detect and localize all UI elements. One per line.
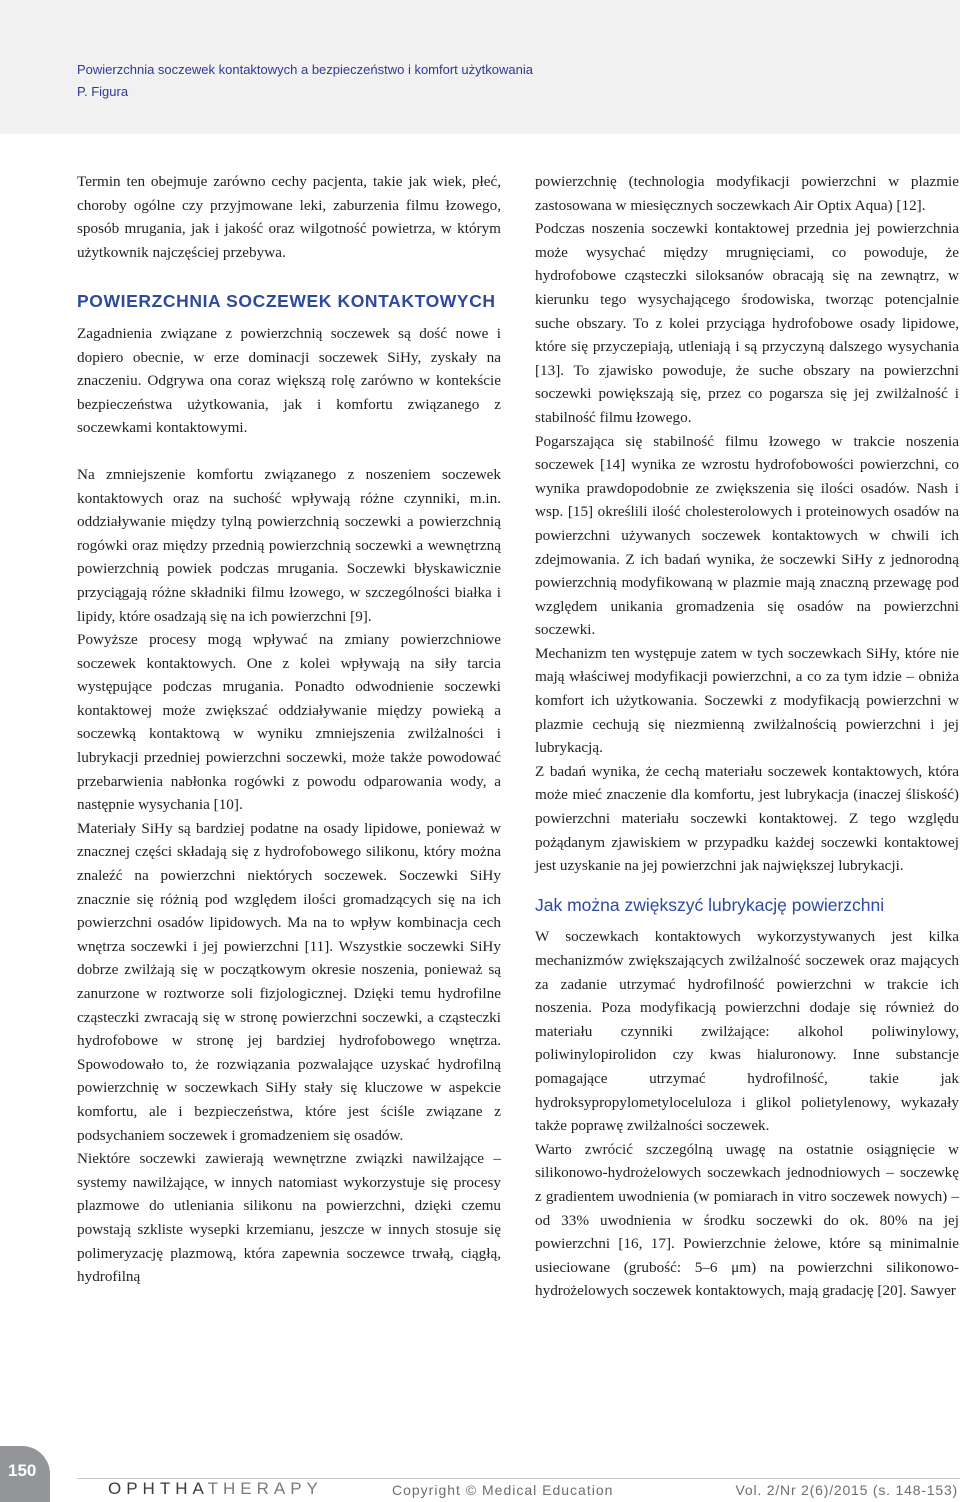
body-paragraph: Niektóre soczewki zawierają wewnętrzne związki nawilżające – systemy nawilżające, w innych natomiast wykorzystuje się procesy plazmowe do utleniania silikonu na powierzchni, dzięki czemu powstają szkliste wysepki krzemianu, jeszcze w innych stosuje się polimeryzację plazmową, która zapewnia soczewce trwałą, ciągłą, hydrofilną [77,1150,501,1286]
body-paragraph: Mechanizm ten występuje zatem w tych soczewkach SiHy, które nie mają właściwej modyfikacji powierzchni, a co za tym idzie – obniża komfort ich użytkowania. Soczewki z modyfikacją powierzchni w plazmie cechują się niezmienną zwilżalnością powierzchni i jej lubrykacją. [535,644,959,757]
journal-logo [108,1479,323,1499]
subsection-heading: Jak można zwiększyć lubrykację powierzchni [535,894,885,915]
body-paragraph: Na zmniejszenie komfortu związanego z noszeniem soczewek kontaktowych oraz na suchość wpływają różne czynniki, m.in. oddziaływanie między tylną powierzchnią soczewki a powierzchnią rogówki oraz między przednią powierzchnią soczewki a wewnętrzną powierzchnią powiek podczas mrugania. Soczewki błyskawicznie przyciągają różne składniki filmu łzowego, w szczególności białka i lipidy, które osadzają się na ich powierzchni [9]. [77,465,501,625]
body-paragraph: Powyższe procesy mogą wpływać na zmiany powierzchniowe soczewek kontaktowych. One z kolei wpływają na siły tarcia występujące podczas mrugania. Ponadto odwodnienie soczewki kontaktowej może zwiększać oddziaływanie między powieką a soczewką kontaktową w wyniku zmniejszenia zwilżalności i lubrykacji przedniej powierzchni soczewki, może także powodować przebarwienia nabłonka rogówki z powodu odparowania wody, a następnie wysychania [10]. [77,631,501,814]
right-column [535,170,959,1303]
body-paragraph: Pogarszająca się stabilność filmu łzowego w trakcie noszenia soczewek [14] wynika ze wzrostu hydrofobowości powierzchni, co wynika prawdopodobnie ze zwiększenia się ilości osadów. Nash i wsp. [15] określili ilość cholesterolowych i proteinowych osadów na powierzchni używanych soczewek kontaktowych w chwili ich zdejmowania. Z ich badań wynika, że soczewki SiHy z jednorodną powierzchnią modyfikowaną w plazmie mają znaczną przewagę pod względem unikania gromadzenia się osadów na powierzchni soczewki. [535,432,959,639]
section-heading: POWIERZCHNIA SOCZEWEK KONTAKTOWYCH [77,291,496,312]
page-number: 150 [8,1461,37,1480]
running-header [77,59,533,103]
body-paragraph: Podczas noszenia soczewki kontaktowej przednia jej powierzchnia może wysychać między mrugnięciami, co powoduje, że hydrofobowe cząsteczki siloksanów obracają się na zewnątrz, w kierunku tego wysychającego środowiska, tworząc potencjalnie suche obszary. To z kolei przyciąga hydrofobowe osady lipidowe, które się przyczepiają, utleniają i są przyczyną dalszego wysychania [13]. To zjawisko powoduje, że suche obszary na powierzchni soczewki powiększają się, przez co pogarsza się jej zwilżalność i stabilność filmu łzowego. [535,220,959,426]
logo-part-ophtha: OPHTHA [108,1479,208,1498]
body-paragraph: Warto zwrócić szczególną uwagę na ostatnie osiągnięcie w silikonowo-hydrożelowych soczewkach jednodniowych – soczewkę z gradientem uwodnienia (w pomiarach in vitro soczewek nowych) – od 33% uwodnienia w środku soczewki do ok. 80% na jej powierzchni [16, 17]. Powierzchnie żelowe, które są minimalnie usieciowane (grubość: 5–6 μm) na powierzchni silikonowo-hydrożelowych soczewek kontaktowych, mają gradację [20]. Sawyer [535,1140,959,1300]
page-number-tab [0,1446,50,1502]
body-paragraph: powierzchnię (technologia modyfikacji powierzchni w plazmie zastosowana w miesięcznych soczewkach Air Optix Aqua) [12]. [535,173,959,214]
copyright-notice: Copyright © Medical Education [392,1482,614,1498]
left-column [77,170,501,1289]
author-name: P. Figura [77,84,129,99]
logo-part-therapy: THERAPY [207,1479,323,1498]
body-paragraph: Z badań wynika, że cechą materiału soczewek kontaktowych, która może mieć znaczenie dla komfortu, jest lubrykacja (inaczej śliskość) powierzchni materiału soczewki kontaktowej. Z tego względu pożądanym zjawiskiem w przypadku każdej soczewki kontaktowej jest uzyskanie na jej powierzchni jak największej lubrykacji. [535,762,959,875]
body-paragraph: W soczewkach kontaktowych wykorzystywanych jest kilka mechanizmów zwiększających zwilżalność soczewek oraz mających za zadanie utrzymać hydrofilność powierzchni w trakcie ich noszenia. Poza modyfikacją powierzchni dodaje się również do materiału czynniki zwilżające: alkohol poliwinylowy, poliwinylopirolidon czy kwas hialuronowy. Inne substancje pomagające utrzymać hydrofilność, takie jak hydroksypropylometyloceluloza i glikol polietylenowy, wykazały także poprawę zwilżalności soczewek. [535,928,959,1135]
volume-info: Vol. 2/Nr 2(6)/2015 (s. 148-153) [735,1482,958,1498]
intro-paragraph: Termin ten obejmuje zarówno cechy pacjenta, takie jak wiek, płeć, choroby ogólne czy przyjmowane leki, zaburzenia filmu łzowego, sposób mrugania, jak i jakość oraz wilgotność powietrza, w którym użytkownik najczęściej przebywa. [77,173,501,261]
article-title: Powierzchnia soczewek kontaktowych a bezpieczeństwo i komfort użytkowania [77,62,533,77]
body-paragraph: Materiały SiHy są bardziej podatne na osady lipidowe, ponieważ w znacznej części składają się z hydrofobowego silikonu, który można znaleźć na powierzchni niektórych soczewek. Soczewki SiHy znacznie się różnią pod względem ilości gromadzących się na ich powierzchni osadów lipidowych. Ma na to wpływ kombinacja cech wnętrza soczewki i jej powierzchni [11]. Wszystkie soczewki SiHy dobrze zwilżają się w początkowym okresie noszenia, ponieważ są zanurzone w roztworze soli fizjologicznej. Dzięki temu hydrofilne cząsteczki zwracają się w stronę powierzchni soczewki, a cząsteczki hydrofobowe w stronę jej bardziej hydrofobowego wnętrza. Spowodowało to, że rozwiązania pozwalające uzyskać hydrofilną powierzchnię w soczewkach SiHy stały się kluczowe w aspekcie komfortu, ale i bezpieczeństwa, które jest ściśle związane z podsychaniem soczewek i gromadzeniem się osadów. [77,819,501,1144]
body-paragraph: Zagadnienia związane z powierzchnią soczewek są dość nowe i dopiero obecnie, w erze dominacji soczewek SiHy, zyskały na znaczeniu. Odgrywa ona coraz większą rolę zarówno w kontekście bezpieczeństwa użytkowania, jak i komfortu związanego z soczewkami kontaktowymi. [77,324,501,437]
